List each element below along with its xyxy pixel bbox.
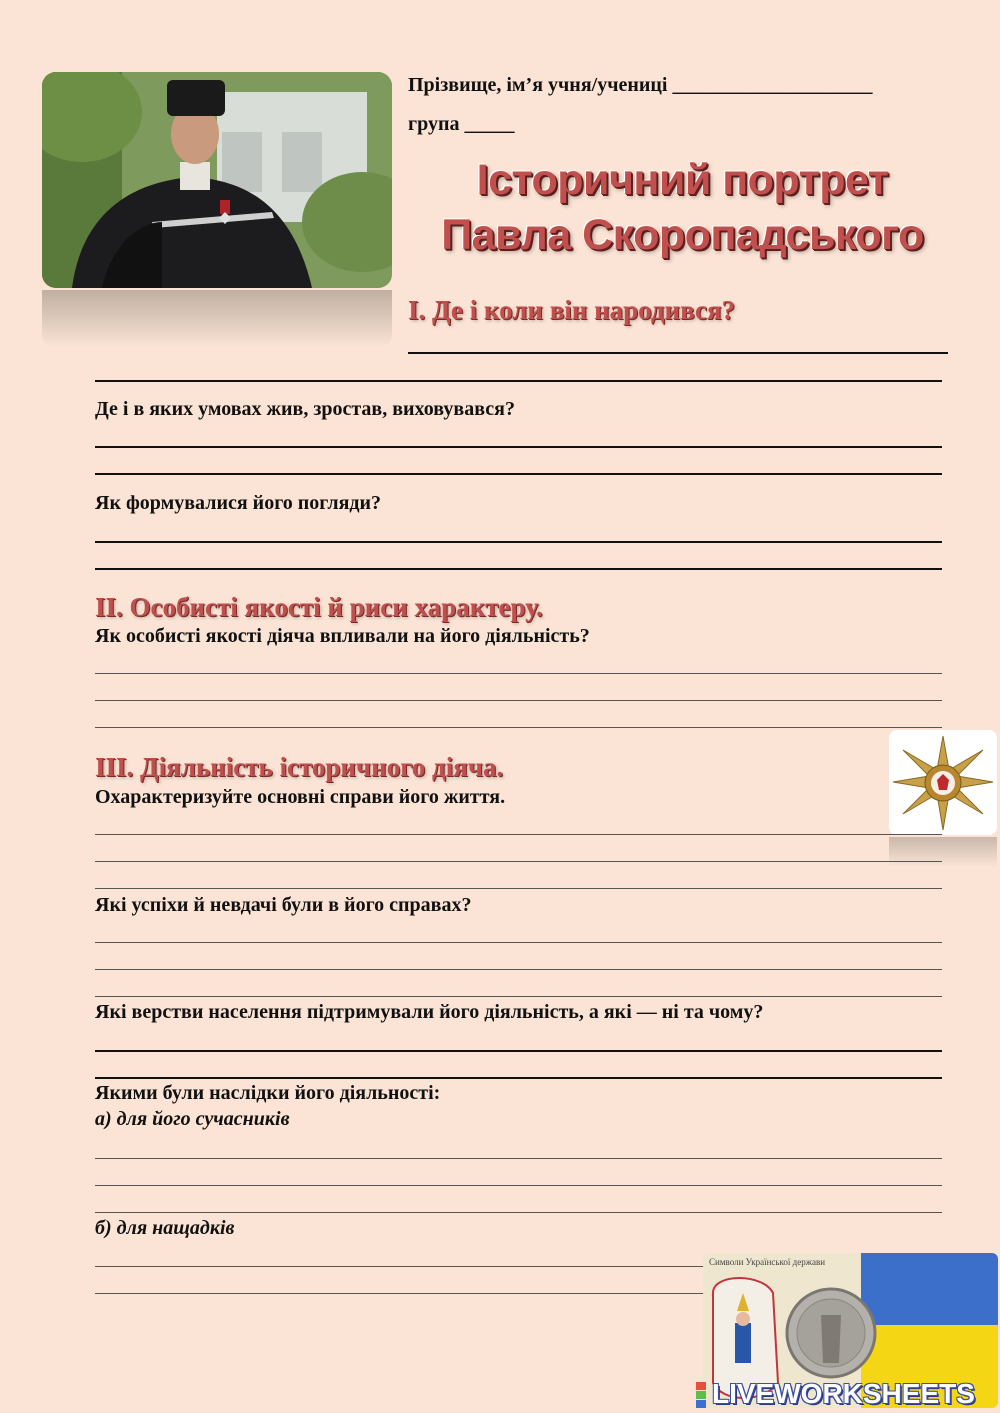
answer-line[interactable] — [95, 834, 942, 835]
watermark-mark — [696, 1382, 706, 1408]
question-views: Як формувалися його погляди? — [95, 492, 382, 514]
group-label: група _____ — [408, 113, 515, 135]
question-qualities: Як особисті якості діяча впливали на його діяльність? — [95, 625, 590, 647]
answer-line[interactable] — [95, 541, 942, 543]
star-reflection — [889, 837, 997, 867]
answer-line[interactable] — [95, 1212, 942, 1213]
answer-line[interactable] — [95, 1185, 942, 1186]
question-main-deeds: Охарактеризуйте основні справи його життя. — [95, 786, 506, 808]
section-3-title: III. Діяльність історичного діяча. — [95, 752, 504, 782]
question-consequences: Якими були наслідки його діяльності: — [95, 1082, 441, 1104]
answer-line[interactable] — [95, 568, 942, 570]
consequences-contemporaries: а) для його сучасників — [95, 1108, 290, 1130]
flag-caption: Символи Української держави — [709, 1257, 826, 1267]
consequences-descendants: б) для нащадків — [95, 1217, 235, 1239]
student-name-label: Прізвище, ім’я учня/учениці ____________________ — [408, 74, 873, 96]
order-star-image — [889, 730, 997, 835]
page-title-line1: Історичний портрет — [476, 156, 889, 204]
answer-line[interactable] — [95, 700, 942, 701]
question-upbringing: Де і в яких умовах жив, зростав, виховувався? — [95, 398, 515, 420]
answer-line[interactable] — [95, 473, 942, 475]
question-successes: Які успіхи й невдачі були в його справах? — [95, 894, 472, 916]
answer-line[interactable] — [95, 380, 942, 382]
liveworksheets-watermark: LIVEWORKSHEETS — [712, 1378, 975, 1409]
answer-line[interactable] — [95, 673, 942, 674]
liveworksheets-logo-icon — [696, 1382, 706, 1408]
portrait-icon — [42, 72, 392, 288]
answer-line[interactable] — [95, 1077, 942, 1079]
answer-line[interactable] — [95, 1050, 942, 1052]
section-2-title: II. Особисті якості й риси характеру. — [95, 592, 543, 622]
answer-line[interactable] — [408, 352, 948, 354]
question-support: Які верстви населення підтримували його діяльність, а які — ні та чому? — [95, 1001, 764, 1023]
section-1-title: I. Де і коли він народився? — [408, 295, 736, 325]
answer-line[interactable] — [95, 996, 942, 997]
answer-line[interactable] — [95, 1158, 942, 1159]
answer-line[interactable] — [95, 727, 942, 728]
answer-line[interactable] — [95, 446, 942, 448]
answer-line[interactable] — [95, 969, 942, 970]
answer-line[interactable] — [95, 888, 942, 889]
answer-line[interactable] — [95, 942, 942, 943]
portrait-photo — [42, 72, 392, 288]
portrait-reflection — [42, 290, 392, 348]
page-title-line2: Павла Скоропадського — [441, 211, 924, 259]
answer-line[interactable] — [95, 861, 942, 862]
order-star-icon — [889, 730, 997, 835]
